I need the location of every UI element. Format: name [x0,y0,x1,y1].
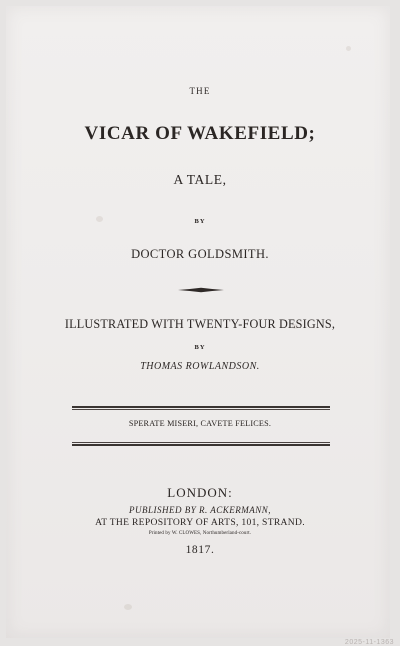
by-illustrator-label: BY [194,344,206,351]
double-rule-top [72,406,330,410]
book-subtitle: A TALE, [173,172,227,187]
motto: SPERATE MISERI, CAVETE FELICES. [128,419,272,428]
illustration-note: ILLUSTRATED WITH TWENTY-FOUR DESIGNS, [64,317,336,331]
title-article: THE [189,86,211,96]
book-title: VICAR OF WAKEFIELD; [84,123,316,144]
foxing-spot [124,604,132,610]
accession-number: 2025-11-1363 [344,639,394,646]
printer-line: Printed by W. CLOWES, Northumberland-court. [148,531,252,536]
imprint-publisher: PUBLISHED BY R. ACKERMANN, [128,505,272,515]
illustrator-name: THOMAS ROWLANDSON. [140,361,260,372]
ornament-divider-icon [178,286,224,294]
double-rule-bottom [72,442,330,446]
foxing-spot [346,46,351,51]
publication-year: 1817. [185,544,215,556]
imprint-repository: AT THE REPOSITORY OF ARTS, 101, STRAND. [95,517,305,528]
imprint-city: LONDON: [167,485,233,500]
by-author-label: BY [194,218,206,225]
author-name: DOCTOR GOLDSMITH. [131,247,269,261]
